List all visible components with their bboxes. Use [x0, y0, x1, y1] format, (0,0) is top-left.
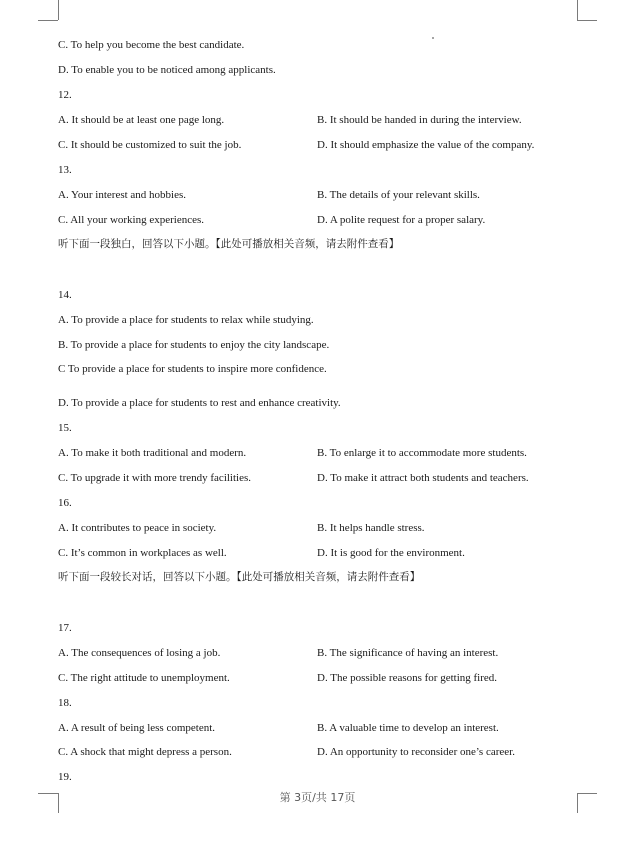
option-14b: B. To provide a place for students to enjoy the city landscape. — [58, 339, 330, 351]
option-17b: B. The significance of having an interest. — [317, 647, 499, 659]
page-footer: 第 3页/共 17页 — [279, 791, 356, 804]
option-16c: C. It’s common in workplaces as well. — [58, 547, 227, 559]
option-15b: B. To enlarge it to accommodate more students. — [317, 447, 527, 459]
question-13-number: 13. — [58, 164, 72, 176]
option-13b: B. The details of your relevant skills. — [317, 189, 480, 201]
question-19-number: 19. — [58, 771, 72, 783]
question-12-number: 12. — [58, 89, 72, 101]
option-18c: C. A shock that might depress a person. — [58, 746, 232, 758]
option-12a: A. It should be at least one page long. — [58, 114, 225, 126]
question-18-number: 18. — [58, 697, 72, 709]
option-17c: C. The right attitude to unemployment. — [58, 672, 230, 684]
crop-mark-top-right-v — [577, 0, 578, 20]
option-13a: A. Your interest and hobbies. — [58, 189, 187, 201]
stray-dot — [432, 37, 434, 39]
question-14-number: 14. — [58, 289, 72, 301]
option-13c: C. All your working experiences. — [58, 214, 205, 226]
option-17d: D. The possible reasons for getting fired. — [317, 672, 498, 684]
option-11d: D. To enable you to be noticed among applicants. — [58, 64, 276, 76]
crop-mark-top-right-h — [577, 20, 597, 21]
option-18b: B. A valuable time to develop an interest. — [317, 722, 499, 734]
instruction-dialogue: 听下面一段较长对话，回答以下小题。【此处可播放相关音频，请去附件查看】 — [58, 571, 421, 583]
question-17-number: 17. — [58, 622, 72, 634]
question-16-number: 16. — [58, 497, 72, 509]
question-15-number: 15. — [58, 422, 72, 434]
option-12b: B. It should be handed in during the interview. — [317, 114, 522, 126]
option-12d: D. It should emphasize the value of the company. — [317, 139, 535, 151]
option-17a: A. The consequences of losing a job. — [58, 647, 221, 659]
option-16a: A. It contributes to peace in society. — [58, 522, 217, 534]
option-12c: C. It should be customized to suit the job. — [58, 139, 242, 151]
option-18d: D. An opportunity to reconsider one’s career. — [317, 746, 515, 758]
option-16d: D. It is good for the environment. — [317, 547, 465, 559]
option-15a: A. To make it both traditional and modern. — [58, 447, 247, 459]
option-18a: A. A result of being less competent. — [58, 722, 216, 734]
option-14d: D. To provide a place for students to rest and enhance creativity. — [58, 397, 341, 409]
crop-mark-top-left-h — [38, 20, 58, 21]
option-15c: C. To upgrade it with more trendy facilities. — [58, 472, 252, 484]
option-13d: D. A polite request for a proper salary. — [317, 214, 486, 226]
option-14c: C To provide a place for students to inspire more confidence. — [58, 363, 327, 375]
option-11c: C. To help you become the best candidate. — [58, 39, 245, 51]
option-15d: D. To make it attract both students and teachers. — [317, 472, 529, 484]
option-16b: B. It helps handle stress. — [317, 522, 425, 534]
crop-mark-top-left-v — [58, 0, 59, 20]
option-14a: A. To provide a place for students to relax while studying. — [58, 314, 314, 326]
instruction-monologue: 听下面一段独白，回答以下小题。【此处可播放相关音频，请去附件查看】 — [58, 238, 400, 250]
